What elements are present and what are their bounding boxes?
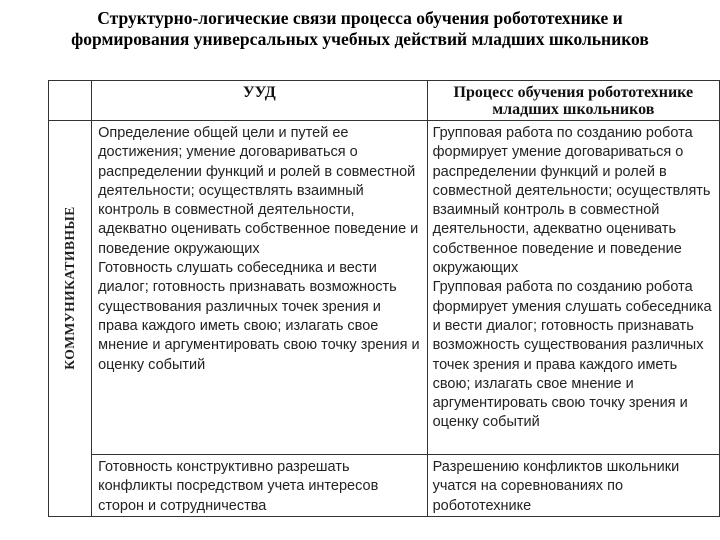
slide-title: Структурно-логические связи процесса обучения робототехнике и формирования универсальных учебных действий младших школьников [71,8,649,49]
header-process-cell [427,81,719,121]
uud-text: Определение общей цели и путей ее достижения; умение договариваться о распределении функций и ролей в совместной деятельности; осуществлять взаимный контроль в совместной деятельности, адекватно оценивать собственное поведение и поведение окружающих [98,125,419,257]
header-uud-cell [92,81,428,121]
uud-text: Готовность слушать собеседника и вести диалог; готовность признавать возможность существования различных точек зрения и права каждого иметь свою; излагать свое мнение и аргументировать свою точку зрения и оценку событий [98,260,420,373]
table-row [49,121,720,455]
uud-text: Готовность конструктивно разрешать конфликты посредством учета интересов сторон и сотрудничества [98,459,379,514]
process-text: Групповая работа по созданию робота формирует умения слушать собеседника и вести диалог; готовность признавать возможность существования различных точек зрения и права каждого иметь свою; излагать свое мнение и аргументировать свою точку зрения и оценку событий [432,279,712,431]
header-uud-text: УУД [242,84,276,101]
uud-cell [92,455,428,517]
uud-cell [92,121,428,455]
table-header-row [49,81,720,121]
process-cell [427,455,719,517]
category-label: КОММУНИКАТИВНЫЕ [62,206,78,370]
header-process-text: Процесс обучения робототехнике младших школьников [453,84,694,118]
process-text: Групповая работа по созданию робота формирует умение договариваться о распределении функций и ролей в совместной деятельности; осуществлять взаимный контроль в совместной деятельности, адекватно оценивать собственное поведение и поведение окружающих [432,125,711,277]
process-cell [427,121,719,455]
header-corner-cell [49,81,92,121]
category-cell [49,121,92,517]
uud-table [48,80,720,517]
process-text: Разрешению конфликтов школьники учатся на соревнованиях по робототехнике [432,459,680,514]
table-row [49,455,720,517]
